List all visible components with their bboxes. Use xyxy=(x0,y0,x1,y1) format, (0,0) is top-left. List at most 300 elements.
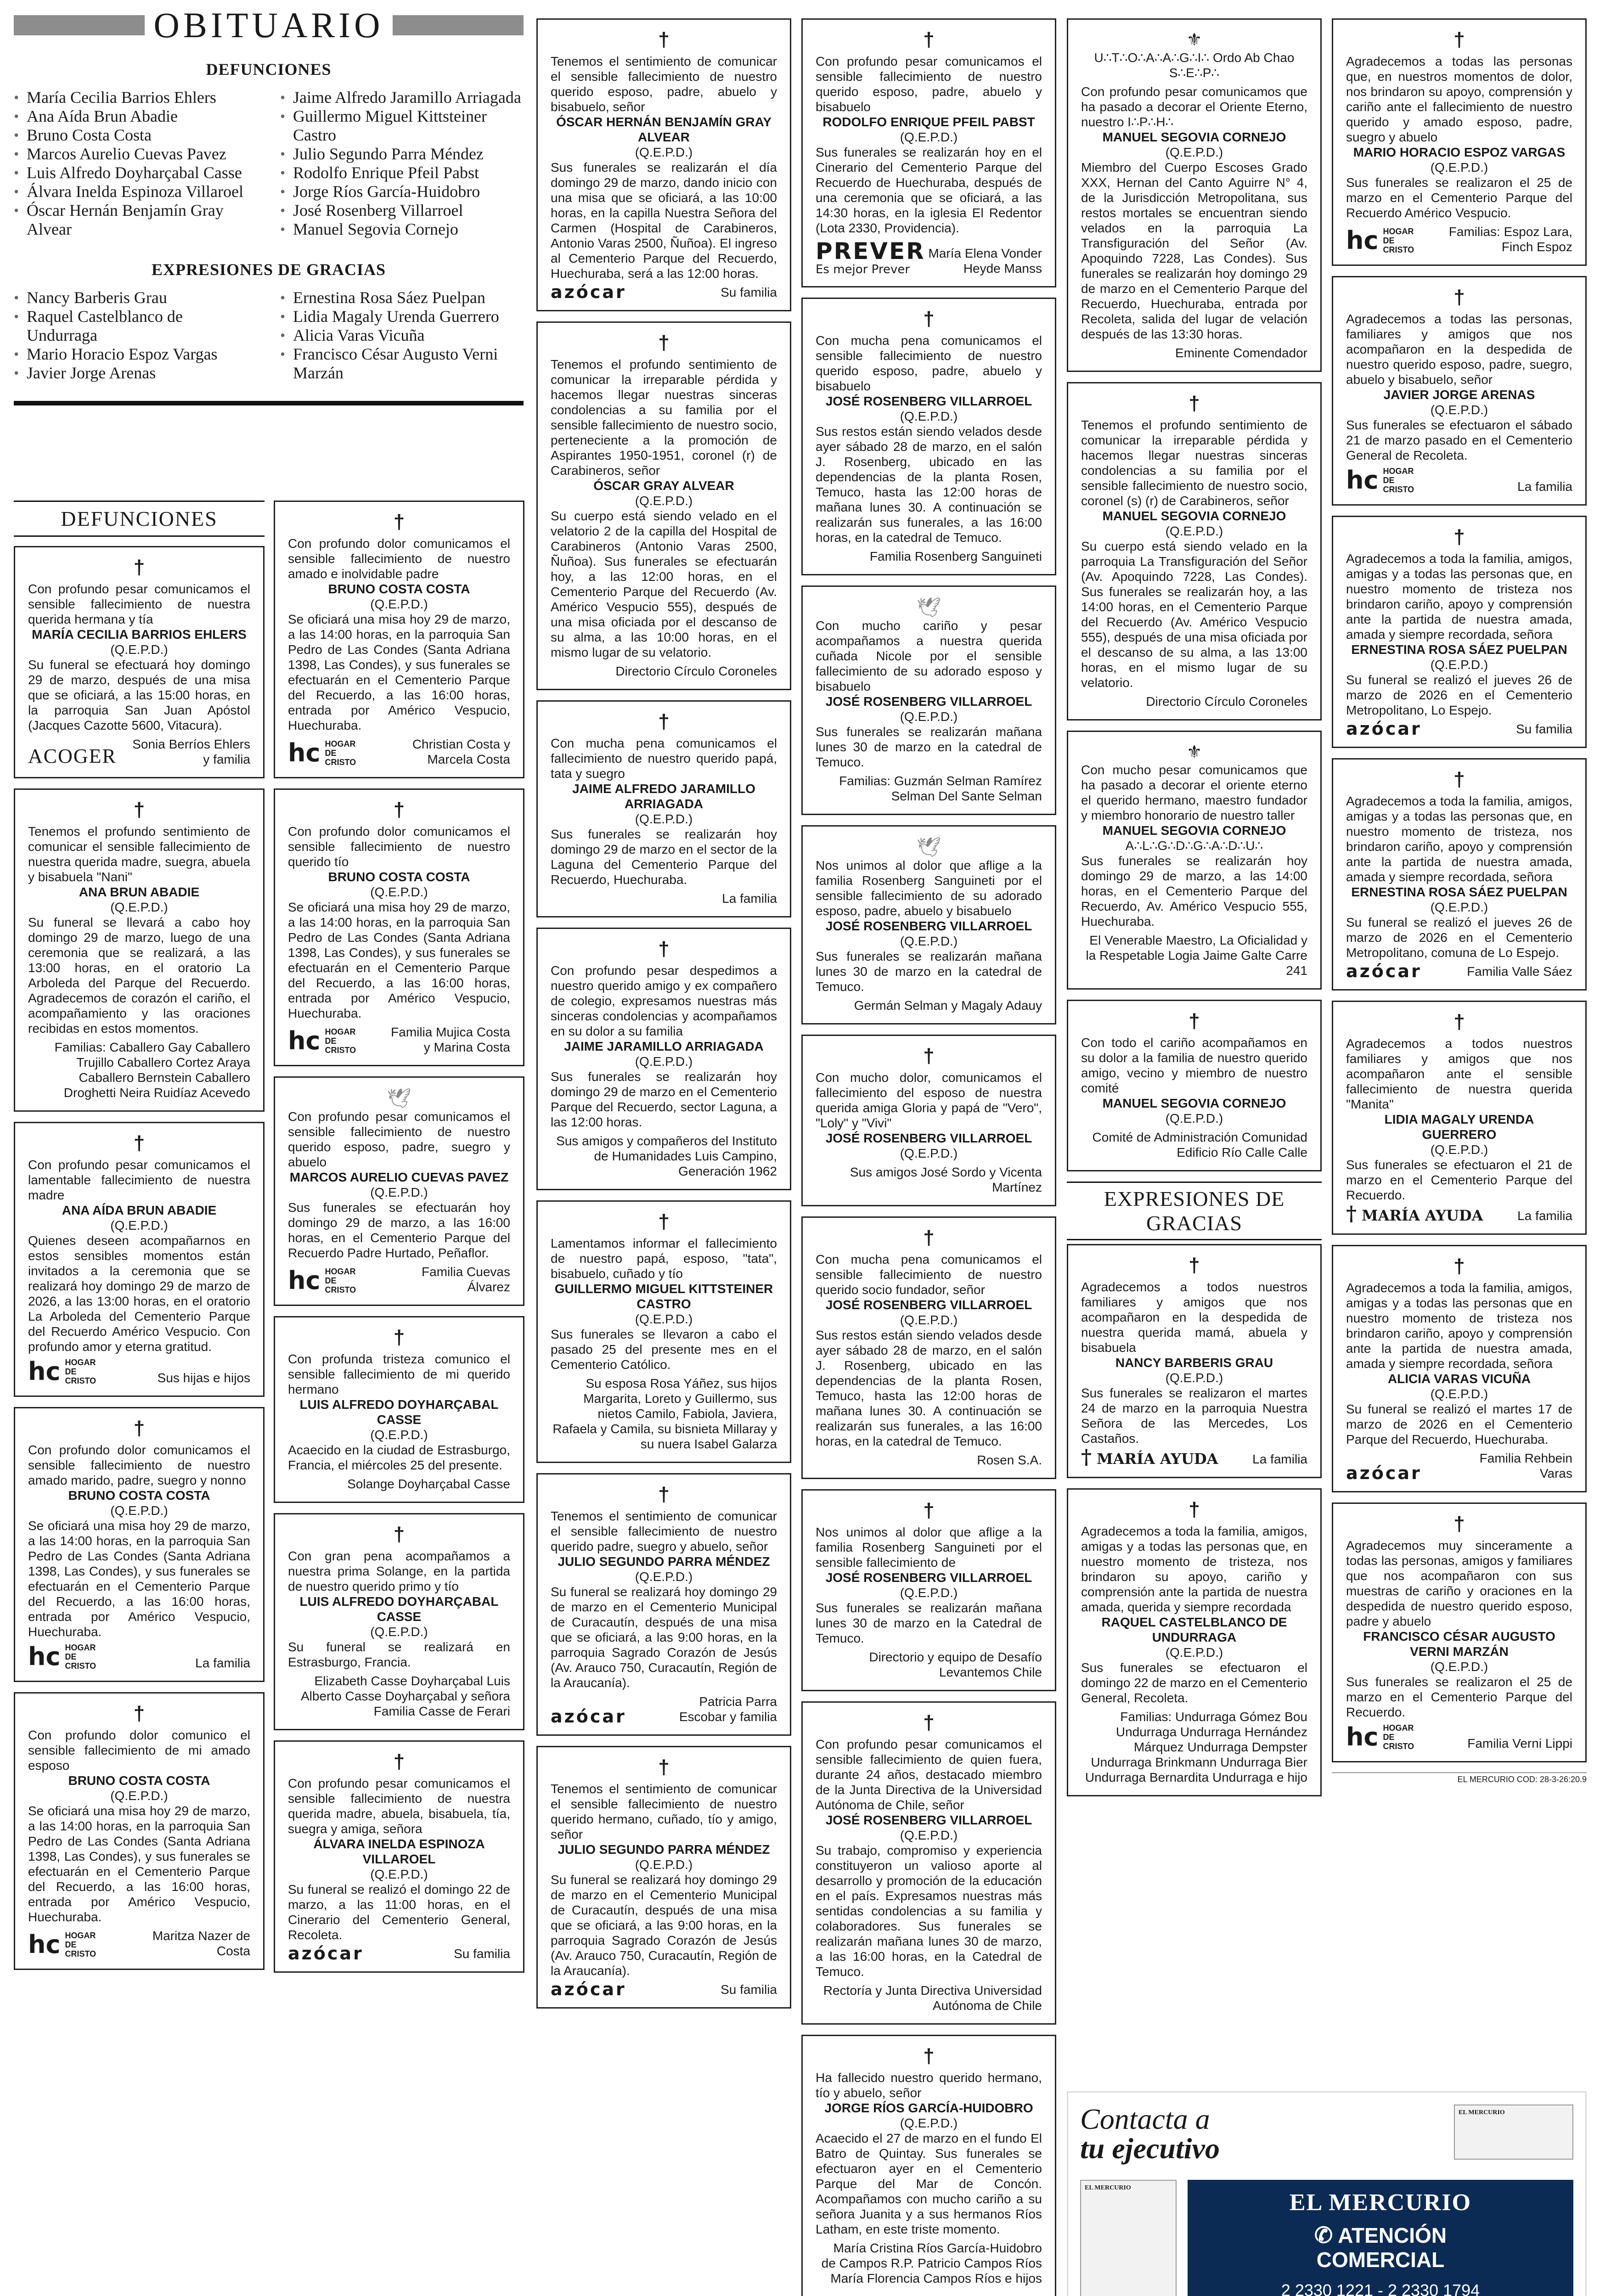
qepd-label: (Q.E.P.D.) xyxy=(900,130,958,144)
section-heading-expresiones: EXPRESIONES DE GRACIAS xyxy=(1067,1182,1322,1240)
notice-signature: Familias: Guzmán Selman Ramírez Selman Del Sante Selman xyxy=(839,774,1042,803)
obituary-notice xyxy=(1332,1245,1587,1492)
cross-icon: † xyxy=(1081,1446,1092,1469)
notice-intro: Tenemos el sentimiento de comunicar el sensible fallecimiento de nuestro querido hermano, cuñado, tío y amigo, señor xyxy=(551,1782,777,1841)
notice-intro: Tenemos el profundo sentimiento de comunicar la irreparable pérdida y hacemos llegar nuestras sinceras condolencias a su familia por el sensible fallecimiento de nuestro socio, perteneciente a la promoción de Aspirantes 1950-1951, coronel (r) de Carabineros, señor xyxy=(551,357,777,478)
notice-intro: Con todo el cariño acompañamos en su dolor a la familia de nuestro querido amigo, vecino y miembro de nuestro comité xyxy=(1081,1035,1307,1095)
hogar-text: HOGAR DE CRISTO xyxy=(325,739,356,767)
notice-body: Su cuerpo está siendo velado en el velatorio 2 de la capilla del Hospital de Carabineros (Antonio Varas 2500, Ñuñoa). Sus funerales se efectuarán hoy, a las 12:00 horas, en el Cementerio Parque del Recuerdo (Av. Américo Vespucio 555), después de una misa oficiada por el descanso de su alma, a las 10:00 horas, en el mismo lugar de su velatorio. xyxy=(551,509,777,659)
qepd-label: (Q.E.P.D.) xyxy=(635,145,693,159)
newspaper-image: EL MERCURIO xyxy=(1080,2180,1177,2296)
cross-icon: † xyxy=(1189,1498,1200,1521)
obituary-notice xyxy=(1332,1503,1587,1762)
hogar-mark: hc xyxy=(1346,226,1379,255)
notice-intro: Con mucha pena comunicamos el sensible fallecimiento de nuestro querido socio fundador, señor xyxy=(816,1252,1042,1297)
notice-intro: Con profundo dolor comunico el sensible fallecimiento de mi amado esposo xyxy=(28,1728,250,1773)
cross-icon: † xyxy=(923,1499,935,1522)
azocar-logo: azócar xyxy=(551,1706,626,1727)
advert-box xyxy=(1067,2091,1587,2296)
qepd-label: (Q.E.P.D.) xyxy=(370,1185,428,1199)
notice-signature: Familia Cuevas Álvarez xyxy=(422,1265,510,1294)
notice-signature: Sus amigos y compañeros del Instituto de Humanidades Luis Campino, Generación 1962 xyxy=(556,1134,777,1178)
index-entry: • Ernestina Rosa Sáez Puelpan xyxy=(280,288,524,307)
hogar-de-cristo-logo xyxy=(288,739,366,767)
qepd-label: (Q.E.P.D.) xyxy=(900,1146,958,1160)
advert xyxy=(1067,2089,1587,2296)
notice-signature: Familia Valle Sáez xyxy=(1467,964,1572,979)
hogar-text: HOGAR DE CRISTO xyxy=(65,1643,96,1671)
maria-ayuda-logo xyxy=(1346,1202,1483,1226)
index-expresiones-heading: EXPRESIONES DE GRACIAS xyxy=(151,260,386,279)
deceased-name: JOSÉ ROSENBERG VILLARROEL xyxy=(825,1813,1032,1827)
notice-signature: Familia Rosenberg Sanguineti xyxy=(869,549,1042,563)
qepd-label: (Q.E.P.D.) xyxy=(635,812,693,826)
deceased-name: NANCY BARBERIS GRAU xyxy=(1115,1356,1273,1370)
notice-intro: Con mucha pena comunicamos el fallecimiento de nuestro querido papá, tata y suegro xyxy=(551,736,777,781)
notice-body: Su cuerpo está siendo velado en la parroquia La Transfiguración del Señor (Av. Apoquindo 7228, Las Condes). Sus funerales se realizarán hoy, a las 14:00 horas, en el Cementerio Parque del Recuerdo (Av. Américo Vespucio 555), después de una misa oficiada por el descanso de su alma, a las 13:00 horas, en el mismo lugar de su velatorio. xyxy=(1081,539,1307,690)
notice-body: Se oficiará una misa hoy 29 de marzo, a las 14:00 horas, en la parroquia San Pedro de Las Condes (Santa Adriana 1398, Las Condes), y sus funerales se efectuarán en el Cementerio Parque del Recuerdo, a las 16:00 horas, entrada por Américo Vespucio, Huechuraba. xyxy=(288,612,510,732)
notice-signature: Su familia xyxy=(721,285,777,299)
index-entry: • Ana Aída Brun Abadie xyxy=(14,107,257,126)
cross-icon: † xyxy=(1189,392,1200,415)
obituary-notice xyxy=(536,321,791,690)
notice-intro: Con profundo pesar comunicamos el sensible fallecimiento de quien fuera, durante 24 años, destacado miembro de la Junta Directiva de la Universidad Autónoma de Chile, señor xyxy=(816,1737,1042,1812)
notice-body: Sus funerales se realizarán mañana lunes 30 de marzo en la catedral de Temuco. xyxy=(816,725,1042,769)
notice-signature: Directorio Círculo Coroneles xyxy=(615,664,777,678)
notice-body: Sus restos están siendo velados desde ayer sábado 28 de marzo, en el salón J. Rosenberg, ubicado en las dependencias de la planta Rosen, Temuco, hasta las 12:00 horas de mañana lunes 30. A continuación se realizarán sus funerales, a las 16:00 horas, en la catedral de Temuco. xyxy=(816,424,1042,545)
notice-signature: La familia xyxy=(1252,1452,1307,1466)
cross-icon: † xyxy=(393,511,405,533)
notice-body: Sus funerales se realizarán mañana lunes 30 de marzo en la Catedral de Temuco. xyxy=(816,1601,1042,1645)
notice-signature: Rectoría y Junta Directiva Universidad Autónoma de Chile xyxy=(823,1983,1042,2013)
hogar-de-cristo-logo xyxy=(1346,227,1424,254)
dove-icon: 🕊 xyxy=(916,597,941,618)
hogar-de-cristo-logo xyxy=(1346,1723,1424,1751)
qepd-label: (Q.E.P.D.) xyxy=(1165,145,1223,159)
deceased-name: ÓSCAR GRAY ALVEAR xyxy=(593,478,734,493)
notice-signature: Directorio y equipo de Desafío Levantemos Chile xyxy=(869,1650,1042,1679)
notice-intro: Tenemos el profundo sentimiento de comunicar la irreparable pérdida y hacemos llegar nuestras sinceras condolencias a su familia por el sensible fallecimiento de nuestro socio, coronel (s) (r) de Carabineros, señor xyxy=(1081,418,1307,508)
cross-icon: † xyxy=(1189,1010,1200,1032)
cross-icon: † xyxy=(923,28,935,51)
cross-icon: † xyxy=(133,1702,145,1725)
index-entry: • Jorge Ríos García-Huidobro xyxy=(280,182,524,201)
deceased-name: JOSÉ ROSENBERG VILLARROEL xyxy=(825,694,1032,709)
index-entry: • Álvara Inelda Espinoza Villaroel xyxy=(14,182,257,201)
notice-body: Miembro del Cuerpo Escoses Grado XXX, Hernan del Canto Aguirre N° 4, de la Jurisdicción Metropolitana, sus restos mortales se encuentran siendo velados en la parroquia La Transfiguración del Señor (Av. Apoquindo 7228, Las Condes). Sus funerales se realizarán hoy domingo 29 de marzo en el Cementerio Parque del Recuerdo, Huechuraba, entrada por Recoleta, salida del lugar de velación después de las 13:30 horas. xyxy=(1081,160,1307,341)
hogar-mark: hc xyxy=(288,1266,321,1295)
notice-body: Sus funerales se efectuarán hoy domingo 29 de marzo, a las 16:00 horas, en el Cementerio Parque del Recuerdo Padre Hurtado, Peñaflor. xyxy=(288,1200,510,1260)
deceased-name: BRUNO COSTA COSTA xyxy=(328,870,470,884)
deceased-name: MANUEL SEGOVIA CORNEJO xyxy=(1102,1096,1286,1110)
qepd-label: (Q.E.P.D.) xyxy=(900,409,958,423)
hogar-mark: hc xyxy=(1346,1722,1379,1751)
deceased-name: GUILLERMO MIGUEL KITTSTEINER CASTRO xyxy=(554,1282,773,1311)
index-entry: • Julio Segundo Parra Méndez xyxy=(280,145,524,163)
deceased-name: JOSÉ ROSENBERG VILLARROEL xyxy=(825,919,1032,933)
qepd-label: (Q.E.P.D.) xyxy=(1430,658,1488,672)
notice-body: Sus funerales se efectuaron el domingo 22 de marzo en el Cementerio General, Recoleta. xyxy=(1081,1660,1307,1705)
notice-signature: Familia Verni Lippi xyxy=(1467,1736,1572,1750)
cross-icon: † xyxy=(658,938,670,960)
deceased-name: BRUNO COSTA COSTA xyxy=(68,1488,210,1503)
column-5 xyxy=(1332,18,1587,1792)
index-entry: • Alicia Varas Vicuña xyxy=(280,326,524,345)
obituary-notice xyxy=(536,928,791,1190)
cross-icon: † xyxy=(923,308,935,330)
deceased-name: LUIS ALFREDO DOYHARÇABAL CASSE xyxy=(299,1594,499,1624)
deceased-name: RODOLFO ENRIQUE PFEIL PABST xyxy=(822,115,1035,129)
qepd-label: (Q.E.P.D.) xyxy=(900,2116,958,2130)
index-entry: • Javier Jorge Arenas xyxy=(14,364,257,383)
notice-intro: Con profundo pesar comunicamos el sensible fallecimiento de nuestra querida madre, abuela, bisabuela, tía, suegra y amiga, señora xyxy=(288,1776,510,1836)
obituary-notice xyxy=(801,825,1056,1024)
notice-signature: La familia xyxy=(195,1656,250,1670)
azocar-logo: azócar xyxy=(1346,1463,1422,1483)
deceased-name: ALICIA VARAS VICUÑA xyxy=(1387,1372,1531,1386)
notice-intro: Con profundo pesar comunicamos que ha pasado a decorar el Oriente Eterno, nuestro I∴P∴H∴ xyxy=(1081,84,1307,129)
qepd-label: (Q.E.P.D.) xyxy=(1430,1387,1488,1401)
notice-intro: Agradecemos a toda la familia, amigos, amigas y a todas las personas que, en nuestro momento de tristeza, nos brindaron su apoyo, cariño y comprensión ante la partida de nuestra amada, querida y siempre recordada xyxy=(1081,1524,1307,1614)
column-1a xyxy=(14,501,265,1980)
notice-signature: Solange Doyharçabal Casse xyxy=(347,1477,510,1491)
cross-icon: † xyxy=(133,556,145,579)
index-entry: • Luis Alfredo Doyharçabal Casse xyxy=(14,163,257,182)
notice-intro: Con profundo dolor comunicamos el sensible fallecimiento de nuestro querido tío xyxy=(288,824,510,869)
dove-icon: 🕊 xyxy=(387,1087,411,1109)
notice-body: Acaecido en la ciudad de Estrasburgo, Francia, el miércoles 25 del presente. xyxy=(288,1443,510,1472)
notice-intro: Nos unimos al dolor que aflige a la familia Rosenberg Sanguineti por el sensible fallecimiento de su adorado esposo, padre, abuelo y bisabuelo xyxy=(816,858,1042,918)
deceased-name: JAIME ALFREDO JARAMILLO ARRIAGADA xyxy=(572,782,755,811)
qepd-label: (Q.E.P.D.) xyxy=(1430,1660,1488,1674)
index-entry: • José Rosenberg Villarroel xyxy=(280,201,524,220)
cross-icon: † xyxy=(1453,286,1465,309)
notice-intro: Con profundo dolor comunicamos el sensible fallecimiento de nuestro amado marido, padre, suegro y nonno xyxy=(28,1443,250,1487)
notice-intro: Agradecemos a todas las personas que, en nuestros momentos de dolor, nos brindaron su apoyo, comprensión y cariño ante el fallecimiento de nuestro querido y amado esposo, padre, suegro y abuelo xyxy=(1346,54,1572,144)
advert-contacta: Contacta a xyxy=(1080,2103,1210,2135)
prever-tagline: Es mejor Prever xyxy=(816,263,910,276)
obituary-notice xyxy=(274,1076,524,1306)
notice-body: Sus funerales se realizaron el 25 de marzo en el Cementerio Parque del Recuerdo Américo Vespucio. xyxy=(1346,175,1572,220)
notice-signature: Germán Selman y Magaly Adauy xyxy=(854,998,1042,1013)
notice-body: Su funeral se realizará en Estrasburgo, Francia. xyxy=(288,1640,510,1669)
index-block xyxy=(14,0,524,405)
hogar-de-cristo-logo xyxy=(288,1267,366,1294)
notice-body: Su trabajo, compromiso y experiencia constituyeron un valioso aporte al desarrollo y promoción de la educación en el país. Expresamos nuestras más sentidas condolencias a su familia y colaboradores. Sus funerales se realizarán mañana lunes 30 de marzo, a las 16:00 horas, en la Catedral de Temuco. xyxy=(816,1843,1042,1979)
notice-intro: Con gran pena acompañamos a nuestra prima Solange, en la partida de nuestro querido primo y tío xyxy=(288,1549,510,1593)
index-entry: • Guillermo Miguel Kittsteiner Castro xyxy=(280,107,524,145)
cross-icon: † xyxy=(923,1227,935,1249)
cross-icon: † xyxy=(1453,28,1465,51)
hogar-mark: hc xyxy=(288,738,321,767)
qepd-label: (Q.E.P.D.) xyxy=(1165,524,1223,538)
notice-intro: Con profundo pesar comunicamos el lamentable fallecimiento de nuestra madre xyxy=(28,1158,250,1202)
cross-icon: † xyxy=(923,1711,935,1734)
lodge-subheading: A∴L∴G∴D∴G∴A∴D∴U∴ xyxy=(1125,838,1263,853)
hogar-text: HOGAR DE CRISTO xyxy=(1383,227,1414,254)
el-mercurio-logo: EL MERCURIO xyxy=(1289,2189,1472,2216)
cross-icon: † xyxy=(133,799,145,821)
qepd-label: (Q.E.P.D.) xyxy=(635,1054,693,1069)
notice-intro: Con mucho dolor, comunicamos el fallecimiento del esposo de nuestra querida amiga Gloria y papá de "Vero", "Loly" y "Vivi" xyxy=(816,1070,1042,1130)
cross-icon: † xyxy=(393,799,405,821)
notice-signature: María Elena Vonder Heyde Manss xyxy=(928,246,1042,276)
qepd-label: (Q.E.P.D.) xyxy=(900,1586,958,1600)
cross-icon: † xyxy=(133,1417,145,1440)
notice-body: Sus restos están siendo velados desde ayer sábado 28 de marzo, en el salón J. Rosenberg, ubicado en las dependencias de la planta Rosen, Temuco, hasta las 12:00 horas de mañana lunes 30. A continuación se realizarán sus funerales, a las 16:00 horas, en la catedral de Temuco. xyxy=(816,1328,1042,1448)
notice-signature: Sus amigos José Sordo y Vicenta Martínez xyxy=(850,1165,1042,1194)
qepd-label: (Q.E.P.D.) xyxy=(1430,160,1488,174)
deceased-name: JAVIER JORGE ARENAS xyxy=(1383,388,1535,402)
notice-intro: Agradecemos a toda la familia, amigos, amigas y a todas las personas que en nuestro momento de tristeza nos brindaron cariño, apoyo y comprensión ante la partida de nuestra amada, amada y siempre recordada, señora xyxy=(1346,1281,1572,1371)
notice-body: Su funeral se llevará a cabo hoy domingo 29 de marzo, luego de una ceremonia que se realizará, a las 13:00 horas, en el oratorio La Arboleda del Parque del Recuerdo. Agradecemos de corazón el cariño, el acompañamiento y las oraciones recibidas en estos momentos. xyxy=(28,915,250,1035)
deceased-name: ÁLVARA INELDA ESPINOZA VILLAROEL xyxy=(313,1837,485,1866)
notice-signature: Directorio Círculo Coroneles xyxy=(1146,694,1307,709)
notice-intro: Agradecemos a todos nuestros familiares y amigos que nos acompañaron ante el sensible fallecimiento de nuestra querida "Manita" xyxy=(1346,1036,1572,1111)
deceased-name: LUIS ALFREDO DOYHARÇABAL CASSE xyxy=(299,1397,499,1427)
azocar-logo: azócar xyxy=(288,1943,364,1964)
cross-icon: † xyxy=(658,28,670,51)
notice-body: Se oficiará una misa hoy 29 de marzo, a las 14:00 horas, en la parroquia San Pedro de Las Condes (Santa Adriana 1398, Las Condes), y sus funerales se efectuarán en el Cementerio Parque del Recuerdo, a las 16:00 horas, entrada por Américo Vespucio, Huechuraba. xyxy=(28,1804,250,1924)
deceased-name: JULIO SEGUNDO PARRA MÉNDEZ xyxy=(558,1842,770,1857)
header-bar-right xyxy=(393,15,524,35)
notice-intro: Agradecemos a todas las personas, familiares y amigos que nos acompañaron en la despedida de nuestro querido esposo, padre, suegro, abuelo y bisabuelo, señor xyxy=(1346,312,1572,387)
column-2 xyxy=(536,18,791,2019)
cross-icon: † xyxy=(658,1210,670,1233)
notice-body: Se oficiará una misa hoy 29 de marzo, a las 14:00 horas, en la parroquia San Pedro de Las Condes (Santa Adriana 1398, Las Condes), y sus funerales se efectuarán en el Cementerio Parque del Recuerdo, a las 16:00 horas, entrada por Américo Vespucio, Huechuraba. xyxy=(28,1519,250,1639)
footer-code: EL MERCURIO COD: 28-3-26:20.9 xyxy=(1332,1773,1587,1784)
qepd-label: (Q.E.P.D.) xyxy=(1165,1645,1223,1660)
index-entry: • Nancy Barberis Grau xyxy=(14,288,257,307)
obituary-notice xyxy=(536,1473,791,1736)
obituary-notice xyxy=(1067,1244,1322,1478)
notice-signature: Rosen S.A. xyxy=(977,1453,1042,1467)
notice-body: Sus funerales se realizarán mañana lunes 30 de marzo en la catedral de Temuco. xyxy=(816,949,1042,994)
deceased-name: ANA BRUN ABADIE xyxy=(79,885,200,899)
index-entry: • Lidia Magaly Urenda Guerrero xyxy=(280,307,524,326)
hogar-mark: hc xyxy=(288,1026,321,1055)
notice-signature: Comité de Administración Comunidad Edificio Río Calle Calle xyxy=(1092,1130,1307,1159)
atencion-comercial-panel: EL MERCURIO ✆ ATENCIÓN COMERCIAL 2 2330 1221 - 2 2330 1794 xyxy=(1188,2180,1573,2296)
notice-body: Sus funerales se llevaron a cabo el pasado 25 del presente mes en el Cementerio Católico. xyxy=(551,1327,777,1372)
prever-name: PREVER xyxy=(816,238,925,264)
deceased-name: JORGE RÍOS GARCÍA-HUIDOBRO xyxy=(824,2101,1033,2115)
cross-icon: † xyxy=(393,1326,405,1349)
qepd-label: (Q.E.P.D.) xyxy=(370,1867,428,1881)
obituary-notice xyxy=(14,788,265,1112)
qepd-label: (Q.E.P.D.) xyxy=(110,1218,168,1232)
obituary-notice xyxy=(1332,18,1587,266)
deceased-name: BRUNO COSTA COSTA xyxy=(328,582,470,596)
notice-body: Su funeral se realizó el jueves 26 de marzo de 2026 en el Cementerio Metropolitano, comuna de Lo Espejo. xyxy=(1346,915,1572,960)
notice-intro: Con mucho cariño y pesar acompañamos a nuestra querida cuñada Nicole por el sensible fallecimiento de su adorado esposo y bisabuelo xyxy=(816,619,1042,693)
azocar-logo: azócar xyxy=(1346,719,1422,739)
hogar-de-cristo-logo xyxy=(288,1027,366,1055)
obituary-notice xyxy=(14,1407,265,1682)
notice-intro: Tenemos el sentimiento de comunicar el sensible fallecimiento de nuestro querido esposo, padre, abuelo y bisabuelo, señor xyxy=(551,54,777,114)
index-entry: • Manuel Segovia Cornejo xyxy=(280,220,524,239)
obituary-notice xyxy=(274,501,524,778)
masonic-emblem-icon: ⚜ xyxy=(1186,743,1202,762)
deceased-name: FRANCISCO CÉSAR AUGUSTO VERNI MARZÁN xyxy=(1363,1629,1555,1659)
hogar-mark: hc xyxy=(1346,466,1379,495)
obituary-notice xyxy=(1332,516,1587,748)
column-4 xyxy=(1067,18,1322,1806)
notice-body: Su funeral se realizó el jueves 26 de marzo de 2026 en el Cementerio Metropolitano, Lo Espejo. xyxy=(1346,673,1572,717)
cross-icon: † xyxy=(1453,526,1465,548)
hogar-de-cristo-logo xyxy=(1346,467,1424,494)
qepd-label: (Q.E.P.D.) xyxy=(1430,900,1488,914)
notice-signature: Elizabeth Casse Doyharçabal Luis Alberto Casse Doyharçabal y señora Familia Casse de Ferari xyxy=(300,1674,510,1718)
qepd-label: (Q.E.P.D.) xyxy=(635,1312,693,1326)
cross-icon: † xyxy=(1189,1254,1200,1277)
obituary-notice xyxy=(801,1489,1056,1691)
notice-signature: Familias: Undurraga Gómez Bou Undurraga Undurraga Hernández Márquez Undurraga Dempster Undurraga Brinkmann Undurraga Bier Undurraga Bernardita Undurraga e hijo xyxy=(1085,1710,1307,1784)
obituary-notice xyxy=(274,1513,524,1730)
obituary-notice xyxy=(274,788,524,1066)
section-heading-defunciones: DEFUNCIONES xyxy=(14,501,265,537)
hogar-text: HOGAR DE CRISTO xyxy=(65,1931,96,1958)
deceased-name: MANUEL SEGOVIA CORNEJO xyxy=(1102,509,1286,523)
notice-body: Acaecido el 27 de marzo en el fundo El Batro de Quintay. Sus funerales se efectuaron ayer en el Cementerio Parque del Mar de Concón. Acompañamos con mucho cariño a su señora Juanita y a sus hermanos Ríos Latham, en este triste momento. xyxy=(816,2131,1042,2236)
dove-icon: 🕊 xyxy=(916,836,941,858)
maria-ayuda-logo xyxy=(1081,1446,1218,1469)
maria-ayuda-name: MARÍA AYUDA xyxy=(1362,1207,1483,1224)
hogar-text: HOGAR DE CRISTO xyxy=(1383,467,1414,494)
qepd-label: (Q.E.P.D.) xyxy=(110,900,168,914)
qepd-label: (Q.E.P.D.) xyxy=(1430,403,1488,417)
cross-icon: † xyxy=(133,1132,145,1154)
notice-signature: María Cristina Ríos García-Huidobro de Campos R.P. Patricio Campos Ríos María Florencia Campos Ríos e hijos xyxy=(821,2241,1042,2285)
obituary-notice xyxy=(536,18,791,311)
cross-icon: † xyxy=(1453,1011,1465,1033)
notice-body: Sus funerales se realizarán hoy en el Cinerario del Cementerio Parque del Recuerdo de Huechuraba, después de una ceremonia que se oficiará, a las 14:30 horas, en la iglesia El Redentor (Lota 2330, Providencia). xyxy=(816,145,1042,235)
advert-ejecutivo: tu ejecutivo xyxy=(1080,2132,1220,2165)
qepd-label: (Q.E.P.D.) xyxy=(900,709,958,724)
deceased-name: ERNESTINA ROSA SÁEZ PUELPAN xyxy=(1351,885,1567,899)
notice-signature: Su esposa Rosa Yáñez, sus hijos Margarita, Loreto y Guillermo, sus nietos Camilo, Fabiola, Javiera, Rafaela y Camila, su bisnieta Millaray y su nuera Isabel Galarza xyxy=(552,1376,777,1451)
qepd-label: (Q.E.P.D.) xyxy=(1165,1111,1223,1125)
masonic-emblem-icon: ⚜ xyxy=(1186,30,1202,50)
notice-body: Sus funerales se realizarán hoy domingo 29 de marzo en el sector de la Laguna del Cementerio Parque del Recuerdo, Huechuraba. xyxy=(551,827,777,887)
qepd-label: (Q.E.P.D.) xyxy=(900,1313,958,1327)
newspaper-image: EL MERCURIO xyxy=(1454,2105,1573,2160)
notice-body: Su funeral se realizará hoy domingo 29 de marzo en el Cementerio Municipal de Curacautín, después de una misa que se oficiará, a las 9:00 horas, en la parroquia Sagrado Corazón de Jesús (Av. Arauco 750, Curacautín, Región de la Araucanía). xyxy=(551,1873,777,1978)
notice-body: Sus funerales se realizarán hoy domingo 29 de marzo, a las 14:00 horas, en el Cementerio Parque del Recuerdo, Av. Américo Vespucio 555, Huechuraba. xyxy=(1081,854,1307,929)
qepd-label: (Q.E.P.D.) xyxy=(1165,1371,1223,1385)
notice-signature: Su familia xyxy=(1516,722,1572,736)
notice-body: Su funeral se efectuará hoy domingo 29 de marzo, después de una misa que se oficiará, a las 15:00 horas, en la parroquia San Juan Apóstol (Jacques Cazotte 5600, Vitacura). xyxy=(28,658,250,732)
index-defunciones-list xyxy=(14,88,524,239)
prever-logo xyxy=(816,239,925,276)
obituary-notice xyxy=(14,1692,265,1970)
notice-intro: Con profundo pesar comunicamos el sensible fallecimiento de nuestro querido esposo, padre, abuelo y bisabuelo xyxy=(816,54,1042,114)
cross-icon: † xyxy=(393,1523,405,1546)
qepd-label: (Q.E.P.D.) xyxy=(635,1570,693,1584)
hogar-de-cristo-logo xyxy=(28,1643,106,1671)
notice-signature: Sus hijas e hijos xyxy=(157,1371,250,1385)
qepd-label: (Q.E.P.D.) xyxy=(635,1857,693,1872)
index-entry: • Óscar Hernán Benjamín Gray Alvear xyxy=(14,201,257,239)
obituary-notice xyxy=(1067,382,1322,720)
notice-signature: La familia xyxy=(722,891,777,906)
deceased-name: BRUNO COSTA COSTA xyxy=(68,1773,210,1788)
cross-icon: † xyxy=(1453,1513,1465,1535)
notice-body: Se oficiará una misa hoy 29 de marzo, a las 14:00 horas, en la parroquia San Pedro de Las Condes (Santa Adriana 1398, Las Condes), y sus funerales se efectuarán en el Cementerio Parque del Recuerdo, a las 16:00 horas, entrada por Américo Vespucio, Huechuraba. xyxy=(288,900,510,1020)
obituary-notice xyxy=(1332,276,1587,506)
index-entry: • Jaime Alfredo Jaramillo Arriagada xyxy=(280,88,524,107)
qepd-label: (Q.E.P.D.) xyxy=(370,885,428,899)
notice-body: Quienes deseen acompañarnos en estos sensibles momentos están invitados a la ceremonia que se realizará hoy domingo 29 de marzo de 2026, a las 13:00 horas, en el oratorio La Arboleda del Cementerio Parque del Recuerdo Américo Vespucio. Con profundo amor y eterna gratitud. xyxy=(28,1233,250,1354)
notice-signature: Christian Costa y Marcela Costa xyxy=(412,737,510,766)
qepd-label: (Q.E.P.D.) xyxy=(370,597,428,611)
cross-icon: † xyxy=(1453,768,1465,791)
qepd-label: (Q.E.P.D.) xyxy=(1430,1142,1488,1157)
deceased-name: ERNESTINA ROSA SÁEZ PUELPAN xyxy=(1351,642,1567,657)
obituary-notice xyxy=(1067,1000,1322,1171)
notice-intro: Con profundo pesar comunicamos el sensible fallecimiento de nuestro querido esposo, padre, suegro y abuelo xyxy=(288,1109,510,1169)
obituary-notice xyxy=(1332,1001,1587,1235)
advert-phone: 2 2330 1221 - 2 2330 1794 xyxy=(1281,2281,1480,2296)
qepd-label: (Q.E.P.D.) xyxy=(370,1625,428,1639)
cross-icon: † xyxy=(1453,1255,1465,1277)
cross-icon: † xyxy=(658,710,670,733)
qepd-label: (Q.E.P.D.) xyxy=(370,1428,428,1442)
azocar-logo: azócar xyxy=(551,282,626,302)
maria-ayuda-name: MARÍA AYUDA xyxy=(1097,1450,1218,1468)
obituary-notice xyxy=(1067,18,1322,372)
obituary-notice xyxy=(801,1216,1056,1479)
notice-intro: Tenemos el sentimiento de comunicar el sensible fallecimiento de nuestro querido padre, suegro y abuelo, señor xyxy=(551,1509,777,1553)
obituary-notice xyxy=(801,585,1056,815)
notice-intro: Con mucho pesar comunicamos que ha pasado a decorar el oriente eterno el querido hermano, maestro fundador y miembro honorario de nuestro taller xyxy=(1081,763,1307,822)
index-expresiones-list xyxy=(14,288,524,383)
deceased-name: JOSÉ ROSENBERG VILLARROEL xyxy=(825,394,1032,408)
notice-intro: Agradecemos muy sinceramente a todas las personas, amigos y familiares que nos acompañaron con sus muestras de cariño y oraciones en la despedida de nuestro querido esposo, padre y abuelo xyxy=(1346,1538,1572,1628)
notice-signature: Familias: Caballero Gay Caballero Trujillo Caballero Cortez Araya Caballero Bernstein Caballero Droghetti Neira Ruidíaz Acevedo xyxy=(54,1040,250,1100)
notice-body: Sus funerales se realizarán hoy domingo 29 de marzo en el Cementerio Parque del Recuerdo, sector Laguna, a las 12:00 horas. xyxy=(551,1069,777,1129)
notice-signature: Maritza Nazer de Costa xyxy=(152,1929,250,1958)
notice-body: Su funeral se realizará hoy domingo 29 de marzo en el Cementerio Municipal de Curacautín, después de una misa que se oficiará, a las 9:00 horas, en la parroquia Sagrado Corazón de Jesús (Av. Arauco 750, Curacautín, Región de la Araucanía). xyxy=(551,1585,777,1690)
acoger-logo: ACOGER xyxy=(28,745,117,767)
obituary-notice xyxy=(801,2035,1056,2296)
hogar-de-cristo-logo xyxy=(28,1358,106,1385)
qepd-label: (Q.E.P.D.) xyxy=(110,1789,168,1803)
notice-intro: Con profundo pesar despedimos a nuestro querido amigo y ex compañero de colegio, expresamos nuestras más sinceras condolencias y acompañamos en su dolor a su familia xyxy=(551,963,777,1038)
notice-intro: Lamentamos informar el fallecimiento de nuestro papá, esposo, "tata", bisabuelo, cuñado y tío xyxy=(551,1236,777,1281)
obituary-notice xyxy=(274,1740,524,1973)
notice-intro: Agradecemos a toda la familia, amigos, amigas y a todas las personas que, en nuestro momento de tristeza nos brindaron cariño, apoyo y comprensión ante la partida de nuestra amada, amada y siempre recordada, señora xyxy=(1346,551,1572,642)
obituary-notice xyxy=(1067,1488,1322,1796)
notice-body: Sus funerales se efectuaron el 21 de marzo en el Cementerio Parque del Recuerdo. xyxy=(1346,1158,1572,1202)
notice-intro: Nos unimos al dolor que aflige a la familia Rosenberg Sanguineti por el sensible fallecimiento de xyxy=(816,1525,1042,1570)
notice-body: Sus funerales se realizaron el 25 de marzo en el Cementerio Parque del Recuerdo. xyxy=(1346,1675,1572,1719)
obituary-notice xyxy=(536,700,791,917)
notice-signature: La familia xyxy=(1517,479,1572,494)
notice-intro: Tenemos el profundo sentimiento de comunicar el sensible fallecimiento de nuestra querida madre, suegra, abuela y bisabuela "Nani" xyxy=(28,824,250,884)
hogar-mark: hc xyxy=(28,1642,61,1671)
deceased-name: ÓSCAR HERNÁN BENJAMÍN GRAY ALVEAR xyxy=(556,115,772,144)
notice-signature: La familia xyxy=(1517,1209,1572,1223)
obituary-notice xyxy=(801,1701,1056,2025)
azocar-logo: azócar xyxy=(551,1979,626,1999)
header-bar-left xyxy=(14,15,145,35)
qepd-label: (Q.E.P.D.) xyxy=(110,1503,168,1518)
index-entry: • Rodolfo Enrique Pfeil Pabst xyxy=(280,163,524,182)
obituary-notice xyxy=(14,1122,265,1397)
deceased-name: JAIME JARAMILLO ARRIAGADA xyxy=(564,1039,764,1053)
notice-intro: Con profunda tristeza comunico el sensible fallecimiento de mi querido hermano xyxy=(288,1352,510,1396)
